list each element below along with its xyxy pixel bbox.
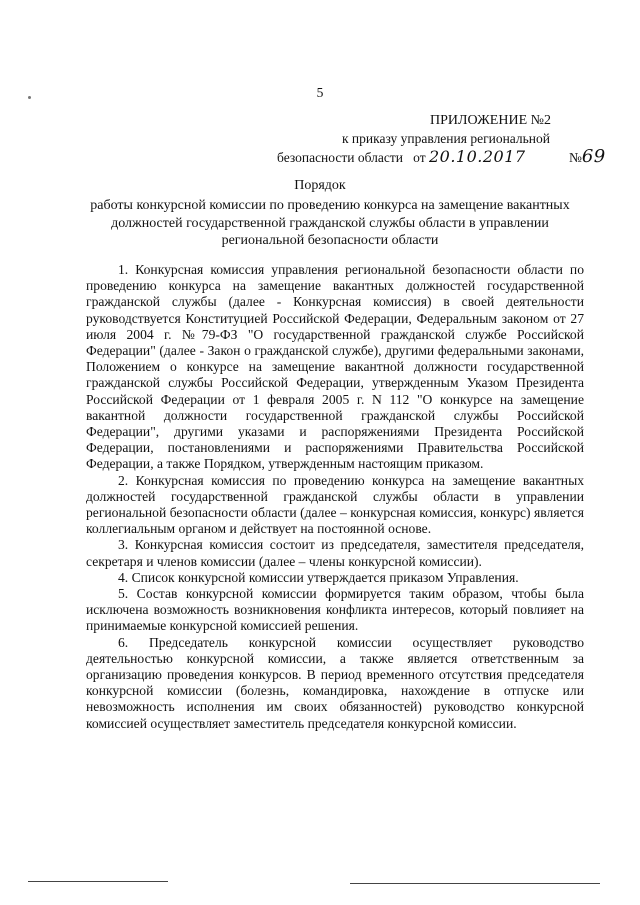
appendix-title: ПРИЛОЖЕНИЕ №2 <box>430 113 551 128</box>
handwritten-number: 69 <box>581 146 606 167</box>
paragraph: 3. Конкурсная комиссия состоит из председателя, заместителя председателя, секретаря и членов комиссии (далее – члены конкурсной комиссии). <box>86 537 584 569</box>
paragraph: 2. Конкурсная комиссия по проведению конкурса на замещение вакантных должностей государственной гражданской службы области в управлении региональной безопасности области (далее – конкурсная комиссия, конкурс) является коллегиальным органом и действует на постоянной основе. <box>86 472 584 537</box>
number-prefix: № <box>568 150 582 165</box>
scan-edge-line <box>350 883 600 884</box>
paragraph: 4. Список конкурсной комиссии утверждается приказом Управления. <box>118 569 519 585</box>
appendix-safety-line: безопасности области <box>277 150 403 165</box>
scan-edge-line <box>28 881 168 882</box>
document-subtitle: работы конкурсной комиссии по проведению конкурса на замещение вакантных должностей государственной гражданской службы области в управлении региональной безопасности области <box>90 198 570 248</box>
paragraph: 5. Состав конкурсной комиссии формируется таким образом, чтобы была исключена возможность возникновения конфликта интересов, который повлияет на принимаемые конкурсной комиссией решения. <box>86 586 584 634</box>
date-prefix: от <box>413 150 426 165</box>
paragraph: 1. Конкурсная комиссия управления региональной безопасности области по проведению конкурса на замещение вакантных должностей государственной гражданской службы (далее - Конкурсная комиссия) в своей деятельности руководствуется Конституцией Российской Федерации, Федеральным законом от 27 июля 2004 г. №79-ФЗ "О государственной гражданской службе Российской Федерации" (далее - Закон о гражданской службе), другими федеральными законами, Положением о конкурсе на замещение вакантной должности государственной гражданской службы Российской Федерации, утвержденным Указом Президента Российской Федерации от 1 февраля 2005 г. N 112 "О конкурсе на замещение вакантной должности государственной гражданской службы Российской Федерации", другими указами и распоряжениями Президента Российской Федерации, постановлениями и распоряжениями Правительства Российской Федерации, а также Порядком, утвержденным настоящим приказом. <box>86 262 584 472</box>
page-number: 5 <box>316 85 324 100</box>
paragraph: 6. Председатель конкурсной комиссии осуществляет руководство деятельностью конкурсной комиссии, а также является ответственным за организацию проведения конкурсов. В период временного отсутствия председателя конкурсной комиссии (болезнь, командировка, нахождение в отпуске или невозможность исполнения им своих обязанностей) руководство конкурсной комиссией осуществляет заместитель председателя конкурсной комиссии. <box>86 634 584 731</box>
appendix-order-line: к приказу управления региональной <box>342 131 551 146</box>
appendix-date-line <box>277 146 606 167</box>
handwritten-date: 20.10.2017 <box>428 147 526 166</box>
document-title: Порядок <box>294 178 346 193</box>
document-body <box>86 262 584 732</box>
